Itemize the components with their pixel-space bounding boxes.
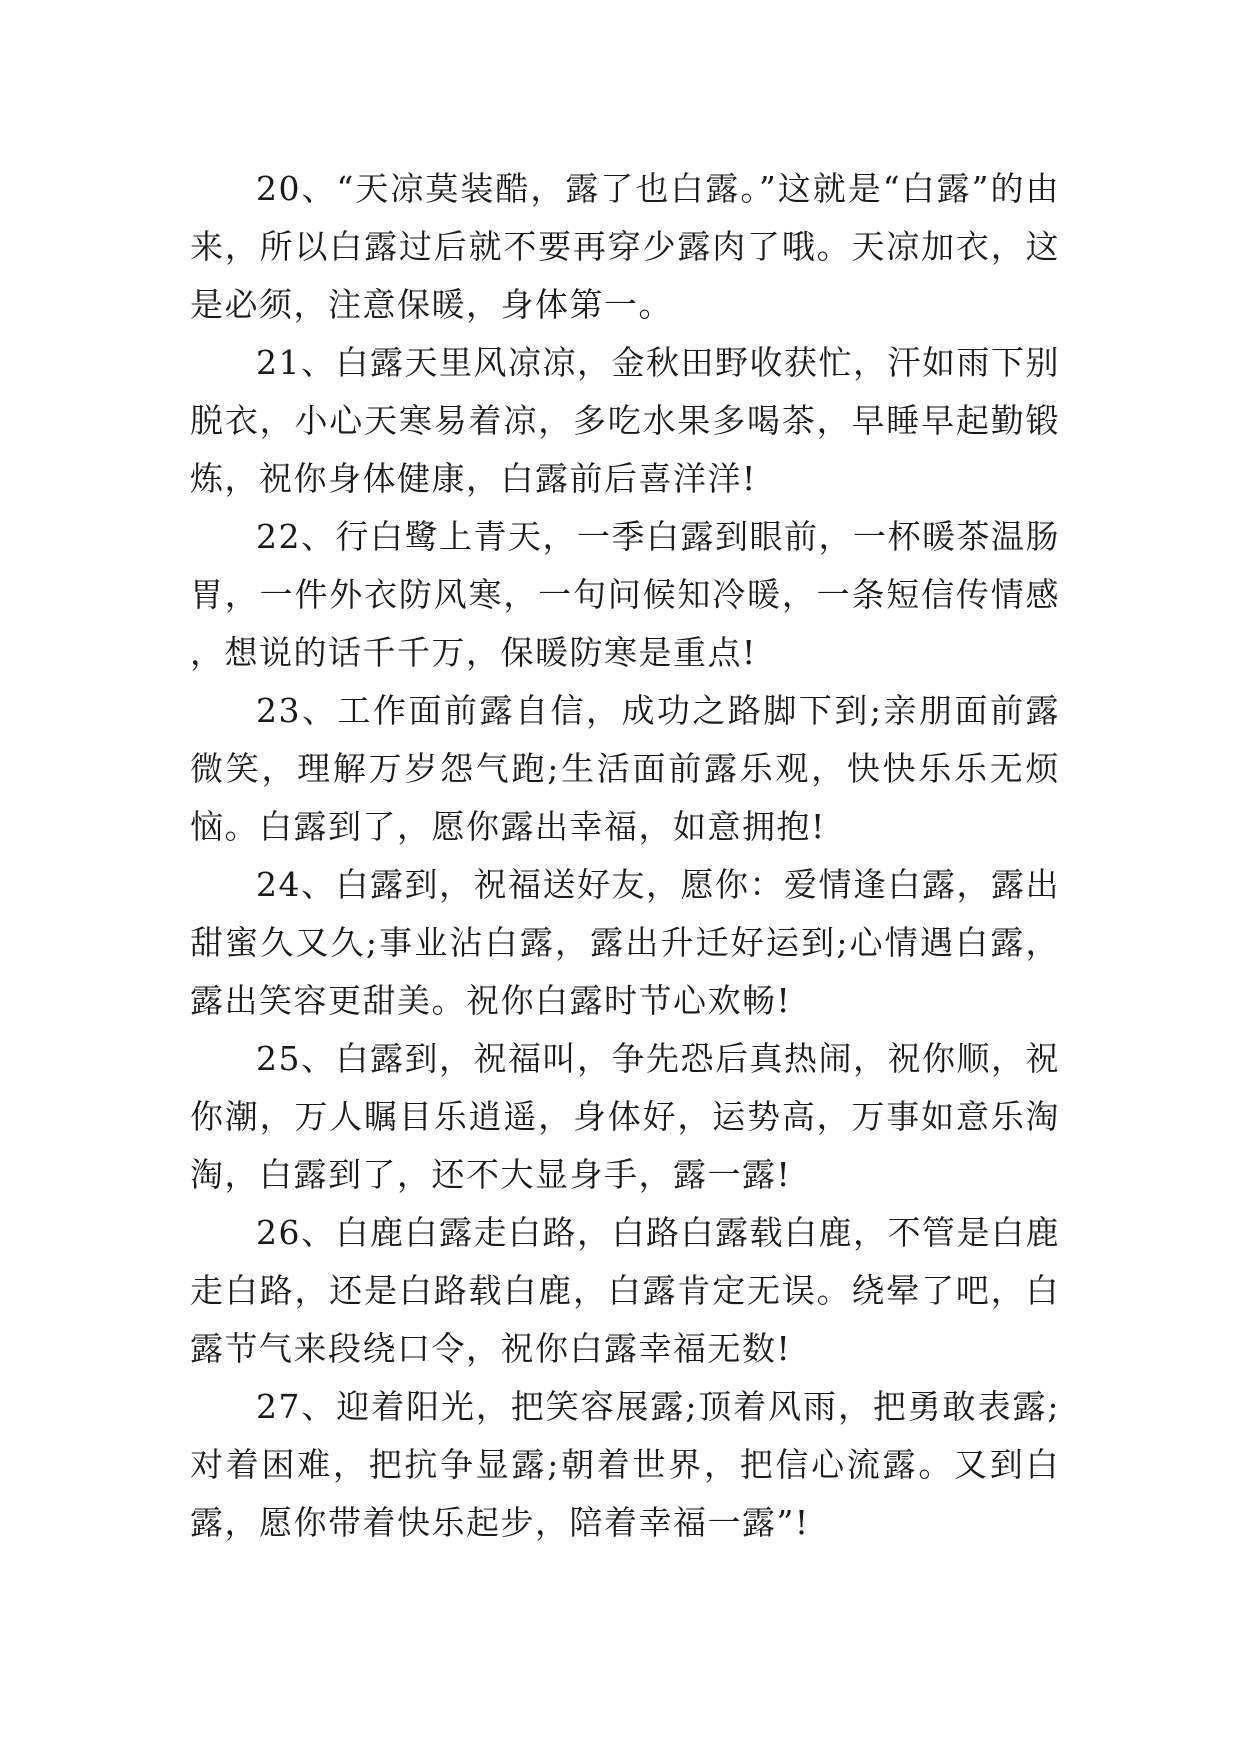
paragraph-26: 26、白鹿白露走白路，白路白露载白鹿，不管是白鹿走白路，还是白路载白鹿，白露肯定无误。绕晕了吧，白露节气来段绕口令，祝你白露幸福无数! xyxy=(190,1213,1060,1368)
document-body xyxy=(190,160,1060,1552)
paragraph-21: 21、白露天里风凉凉，金秋田野收获忙，汗如雨下别脱衣，小心天寒易着凉，多吃水果多喝茶，早睡早起勤锻炼，祝你身体健康，白露前后喜洋洋! xyxy=(190,343,1060,498)
paragraph-20: 20、“天凉莫装酷，露了也白露。”这就是“白露”的由来，所以白露过后就不要再穿少露肉了哦。天凉加衣，这是必须，注意保暖，身体第一。 xyxy=(190,169,1060,324)
paragraph-23: 23、工作面前露自信，成功之路脚下到;亲朋面前露微笑，理解万岁怨气跑;生活面前露乐观，快快乐乐无烦恼。白露到了，愿你露出幸福，如意拥抱! xyxy=(190,691,1060,846)
paragraph-25: 25、白露到，祝福叫，争先恐后真热闹，祝你顺，祝你潮，万人瞩目乐逍遥，身体好，运势高，万事如意乐淘淘，白露到了，还不大显身手，露一露! xyxy=(190,1039,1060,1194)
paragraph-22: 22、行白鹭上青天，一季白露到眼前，一杯暖茶温肠胃，一件外衣防风寒，一句问候知冷暖，一条短信传情感，想说的话千千万，保暖防寒是重点! xyxy=(190,517,1060,672)
paragraph-27: 27、迎着阳光，把笑容展露;顶着风雨，把勇敢表露;对着困难，把抗争显露;朝着世界，把信心流露。又到白露，愿你带着快乐起步，陪着幸福一露”! xyxy=(190,1387,1060,1542)
paragraph-24: 24、白露到，祝福送好友，愿你：爱情逢白露，露出甜蜜久又久;事业沾白露，露出升迁好运到;心情遇白露，露出笑容更甜美。祝你白露时节心欢畅! xyxy=(190,865,1060,1020)
